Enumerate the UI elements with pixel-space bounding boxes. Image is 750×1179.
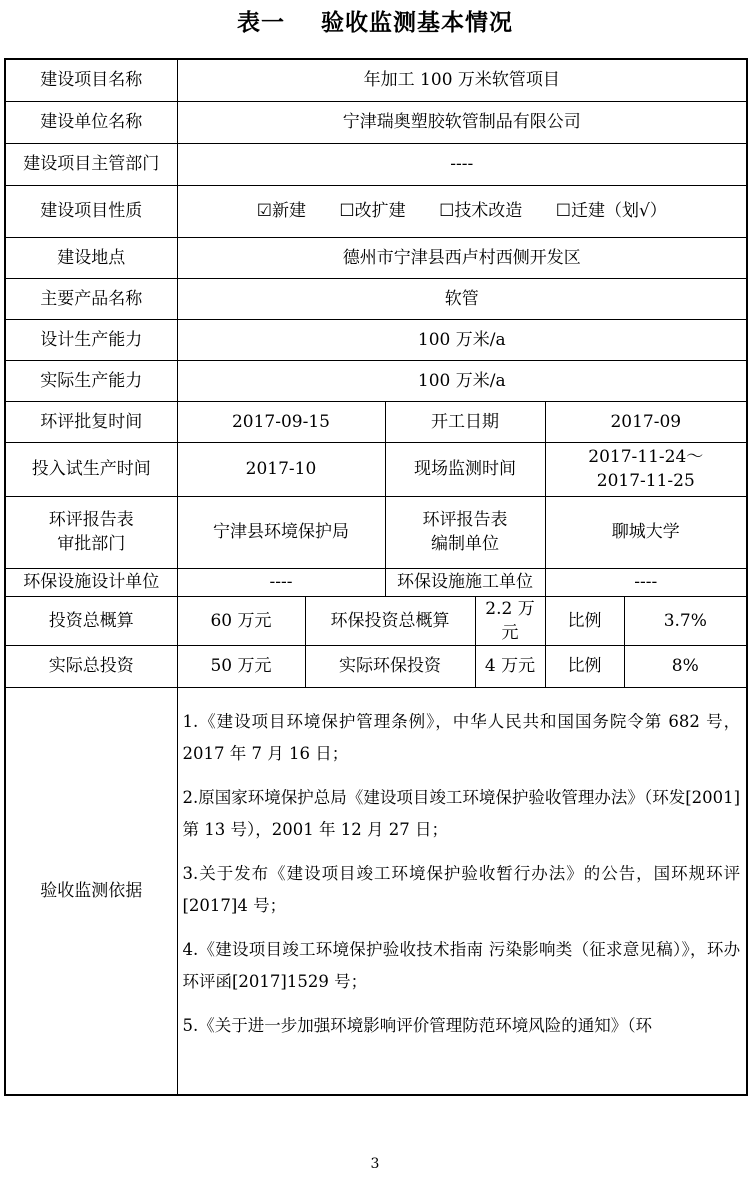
label-approval-time: 环评批复时间 [5,401,177,442]
nature-option-new [257,201,306,221]
label-monitor-time: 现场监测时间 [385,442,545,496]
checkbox-icon: ☐ [555,201,571,221]
value-ratio: 3.7% [624,596,747,645]
label-eia-approval-dept [5,496,177,568]
row-location [5,237,747,278]
label-start-date: 开工日期 [385,401,545,442]
label-invest-budget: 投资总概算 [5,596,177,645]
row-approval [5,401,747,442]
value-project-name: 年加工 100 万米软管项目 [177,59,747,101]
row-eia [5,496,747,568]
row-product [5,278,747,319]
checked-box-icon: ☑ [256,201,272,221]
row-design-capacity [5,319,747,360]
value-eia-approval-dept: 宁津县环境保护局 [177,496,385,568]
label-trial-time: 投入试生产时间 [5,442,177,496]
row-invest-budget [5,596,747,645]
value-design-capacity: 100 万米/a [177,319,747,360]
label-location: 建设地点 [5,237,177,278]
row-env-facility [5,568,747,596]
value-env-facility-builder: ---- [545,568,747,596]
value-env-facility-designer: ---- [177,568,385,596]
label-line: 环评报告表 [422,510,508,530]
value-approval-time: 2017-09-15 [177,401,385,442]
label-design-capacity: 设计生产能力 [5,319,177,360]
label-nature: 建设项目性质 [5,185,177,237]
row-authority [5,143,747,185]
value-nature [177,185,747,237]
row-actual-capacity [5,360,747,401]
row-basis [5,687,747,1095]
nature-option-label: 迁建（划√） [570,201,667,221]
row-nature [5,185,747,237]
nature-option-label: 技术改造 [454,201,523,221]
label-unit-name: 建设单位名称 [5,101,177,143]
value-monitor-time [545,442,747,496]
label-env-invest-actual: 实际环保投资 [305,645,475,687]
value-invest-actual: 50 万元 [177,645,305,687]
value-eia-compiler: 聊城大学 [545,496,747,568]
label-line: 环评报告表 [48,510,134,530]
nature-option-label: 新建 [272,201,306,221]
checkbox-icon: ☐ [339,201,355,221]
acceptance-basic-info-table [4,58,748,1096]
label-line: 编制单位 [431,534,499,554]
label-invest-actual: 实际总投资 [5,645,177,687]
page-number: 3 [370,1156,380,1172]
label-actual-capacity: 实际生产能力 [5,360,177,401]
row-project-name [5,59,747,101]
nature-option-label: 改扩建 [354,201,406,221]
value-authority: ---- [177,143,747,185]
row-trial [5,442,747,496]
basis-item: 1.《建设项目环境保护管理条例》，中华人民共和国国务院令第 682 号，2017 年 7 月 16 日； [182,711,741,763]
label-env-facility-designer: 环保设施设计单位 [5,568,177,596]
checkbox-icon: ☐ [439,201,455,221]
label-authority: 建设项目主管部门 [5,143,177,185]
monitor-time-start: 2017-11-24～ [588,447,704,467]
row-invest-actual [5,645,747,687]
label-monitoring-basis: 验收监测依据 [5,687,177,1095]
value-unit-name: 宁津瑞奥塑胶软管制品有限公司 [177,101,747,143]
label-product: 主要产品名称 [5,278,177,319]
label-ratio: 比例 [545,596,624,645]
basis-item: 5.《关于进一步加强环境影响评价管理防范环境风险的通知》（环 [182,1015,652,1035]
value-env-invest-actual: 4 万元 [475,645,545,687]
nature-option-tech [439,201,522,221]
page-title: 表一 验收监测基本情况 [236,9,514,36]
monitor-time-end: 2017-11-25 [596,471,695,491]
label-env-invest-budget: 环保投资总概算 [305,596,475,645]
value-location: 德州市宁津县西卢村西侧开发区 [177,237,747,278]
label-env-facility-builder: 环保设施施工单位 [385,568,545,596]
row-unit-name [5,101,747,143]
value-actual-capacity: 100 万米/a [177,360,747,401]
nature-option-relocate [556,201,667,221]
value-env-invest-budget: 2.2 万元 [475,596,545,645]
value-start-date: 2017-09 [545,401,747,442]
value-ratio: 8% [624,645,747,687]
value-trial-time: 2017-10 [177,442,385,496]
basis-item: 3.关于发布《建设项目竣工环境保护验收暂行办法》的公告，国环规环评[2017]4 号； [182,863,741,915]
value-product: 软管 [177,278,747,319]
label-project-name: 建设项目名称 [5,59,177,101]
monitoring-basis-list [177,687,747,1095]
nature-option-expand [339,201,405,221]
value-invest-budget: 60 万元 [177,596,305,645]
label-ratio: 比例 [545,645,624,687]
basis-item: 2.原国家环境保护总局《建设项目竣工环境保护验收管理办法》（环发[2001]第 13 号），2001 年 12 月 27 日； [182,787,741,839]
label-line: 审批部门 [57,534,126,554]
basis-item: 4.《建设项目竣工环境保护验收技术指南 污染影响类（征求意见稿）》，环办环评函[2017]1529 号； [182,939,741,991]
label-eia-compiler [385,496,545,568]
